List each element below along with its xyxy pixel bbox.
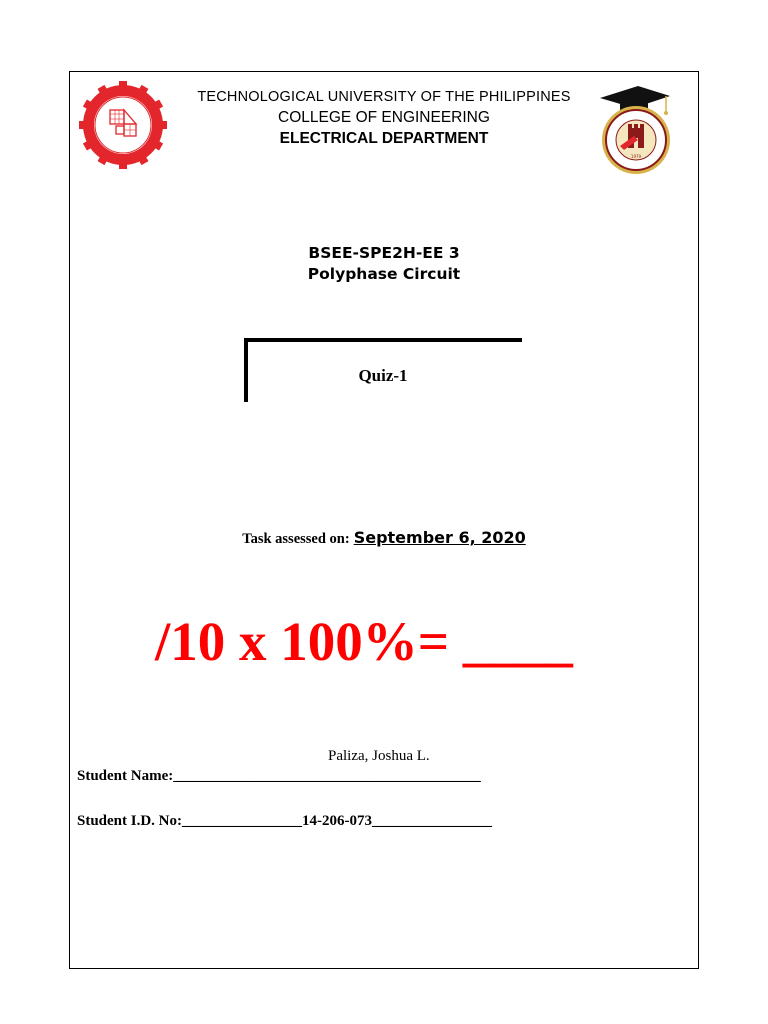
task-assessed-line xyxy=(0,528,768,548)
college-name: COLLEGE OF ENGINEERING xyxy=(278,109,490,126)
course-code: BSEE-SPE2H-EE 3 xyxy=(308,244,460,262)
score-formula: /10 x 100%= ____ xyxy=(155,611,573,672)
quiz-title: Quiz-1 xyxy=(358,366,408,385)
university-name: TECHNOLOGICAL UNIVERSITY OF THE PHILIPPINES xyxy=(197,89,571,105)
tup-seal-year: 1901 xyxy=(116,147,130,153)
student-name-label: Student Name: xyxy=(77,768,174,784)
page-border xyxy=(69,71,699,969)
student-name-value: Paliza, Joshua L. xyxy=(328,748,430,764)
student-id-label: Student I.D. No: xyxy=(77,813,183,829)
student-name-row xyxy=(77,768,481,785)
student-id-blank-before: ________________ xyxy=(182,813,303,829)
student-name-blank: _________________________________________ xyxy=(173,768,481,784)
task-assessed-label: Task assessed on: xyxy=(242,531,350,547)
student-id-row xyxy=(77,813,492,830)
quiz-bracket-top xyxy=(244,338,522,342)
course-title: Polyphase Circuit xyxy=(307,265,461,283)
task-assessed-date: September 6, 2020 xyxy=(353,528,526,547)
student-id-value: 14-206-073 xyxy=(302,813,373,829)
department-name: ELECTRICAL DEPARTMENT xyxy=(279,130,489,147)
student-id-blank-after: ________________ xyxy=(372,813,493,829)
coe-seal-year: 1979 xyxy=(630,154,642,159)
